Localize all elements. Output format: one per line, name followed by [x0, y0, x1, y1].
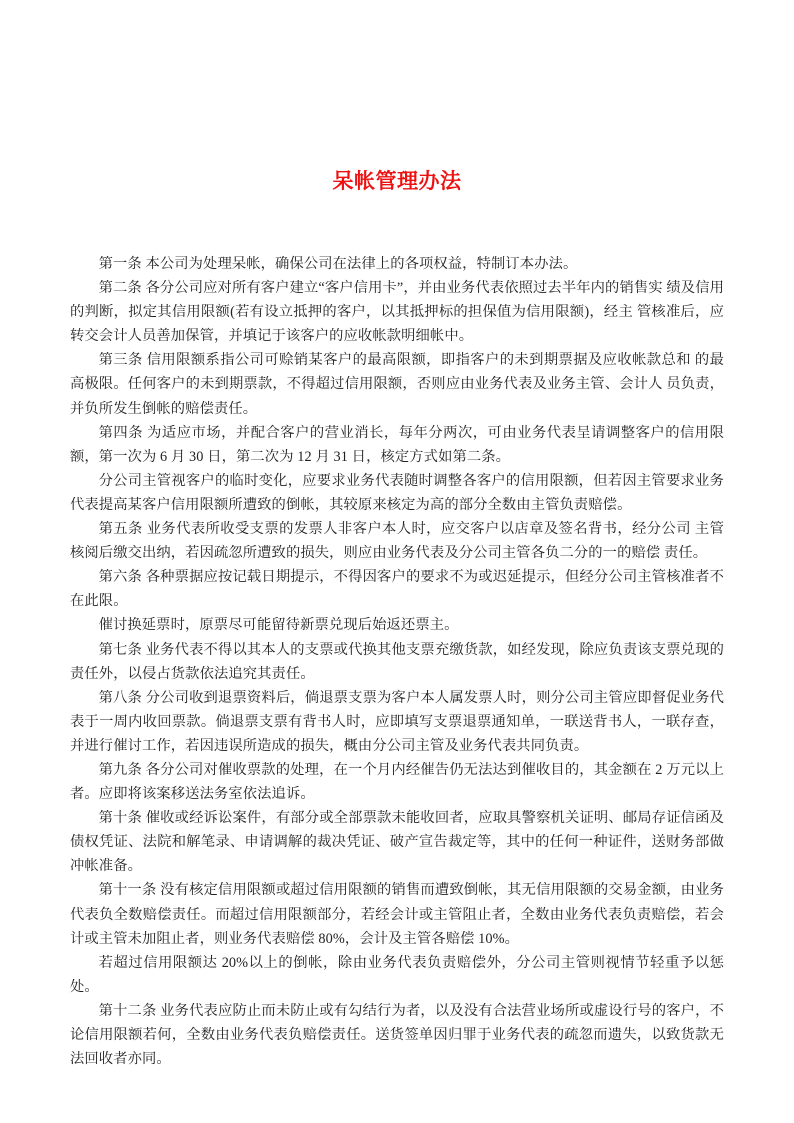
paragraph-article-11: 第十一条 没有核定信用限额或超过信用限额的销售而遭致倒帐，其无信用限额的交易金额，由业务代表负全数赔偿责任。而超过信用限额部分，若经会计或主管阻止者，全数由业务代表负责赔偿，若会计或主管未加阻止者，则业务代表赔偿 80%，会计及主管各赔偿 10%。 [70, 882, 724, 947]
paragraph-article-3: 第三条 信用限额系指公司可赊销某客户的最高限额，即指客户的未到期票据及应收帐款总和 的最高极限。任何客户的未到期票款，不得超过信用限额，否则应由业务代表及业务主管、会计人 员负责，并负所发生倒帐的赔偿责任。 [70, 352, 724, 417]
document-body [70, 252, 724, 1071]
paragraph-article-11-supplement: 若超过信用限额达 20%以上的倒帐，除由业务代表负责赔偿外，分公司主管则视情节轻重予以惩处。 [70, 954, 724, 995]
paragraph-article-9: 第九条 各分公司对催收票款的处理，在一个月内经催告仍无法达到催收目的，其金额在 2 万元以上者。应即将该案移送法务室依法追诉。 [70, 761, 724, 803]
paragraph-article-7: 第七条 业务代表不得以其本人的支票或代换其他支票充缴货款，如经发现，除应负责该支票兑现的责任外，以侵占货款依法追究其责任。 [70, 641, 724, 682]
paragraph-article-4: 第四条 为适应市场，并配合客户的营业消长，每年分两次，可由业务代表呈请调整客户的信用限额，第一次为 6 月 30 日，第二次为 12 月 31 日，核定方式如第二条。 [70, 424, 724, 465]
paragraph-article-6: 第六条 各种票据应按记载日期提示，不得因客户的要求不为或迟延提示，但经分公司主管核准者不在此限。 [70, 569, 724, 610]
paragraph-article-2: 第二条 各分公司应对所有客户建立“客户信用卡”，并由业务代表依照过去半年内的销售实 绩及信用的判断，拟定其信用限额(若有设立抵押的客户，以其抵押标的担保值为信用限额)，经主 管核准后，应转交会计人员善加保管，并填记于该客户的应收帐款明细帐中。 [70, 280, 724, 345]
paragraph-article-12: 第十二条 业务代表应防止而未防止或有勾结行为者，以及没有合法营业场所或虚设行号的客户，不论信用限额若何，全数由业务代表负赔偿责任。送货签单因归罪于业务代表的疏忽而遗失，以致货款无法回收者亦同。 [70, 1002, 724, 1068]
paragraph-article-5: 第五条 业务代表所收受支票的发票人非客户本人时，应交客户以店章及签名背书，经分公司 主管核阅后缴交出纳，若因疏忽所遭致的损失，则应由业务代表及分公司主管各负二分的一的赔偿 责任。 [70, 521, 724, 562]
paragraph-article-10: 第十条 催收或经诉讼案件，有部分或全部票款未能收回者，应取具警察机关证明、邮局存证信函及债权凭证、法院和解笔录、申请调解的裁决凭证、破产宣告裁定等，其中的任何一种证件，送财务部做冲帐准备。 [70, 810, 724, 875]
page-title: 呆帐管理办法 [332, 170, 462, 193]
paragraph-article-6-supplement: 催讨换延票时，原票尽可能留待新票兑现后始返还票主。 [98, 617, 459, 634]
paragraph-article-8: 第八条 分公司收到退票资料后，倘退票支票为客户本人属发票人时，则分公司主管应即督促业务代表于一周内收回票款。倘退票支票有背书人时，应即填写支票退票通知单，一联送背书人，一联存查，并进行催讨工作，若因违误所造成的损失，概由分公司主管及业务代表共同负责。 [70, 689, 724, 754]
paragraph-article-4-supplement: 分公司主管视客户的临时变化，应要求业务代表随时调整各客户的信用限额，但若因主管要求业务代表提高某客户信用限额所遭致的倒帐，其较原来核定为高的部分全数由主管负责赔偿。 [70, 472, 724, 513]
paragraph-article-1: 第一条 本公司为处理呆帐，确保公司在法律上的各项权益，特制订本办法。 [98, 256, 578, 272]
